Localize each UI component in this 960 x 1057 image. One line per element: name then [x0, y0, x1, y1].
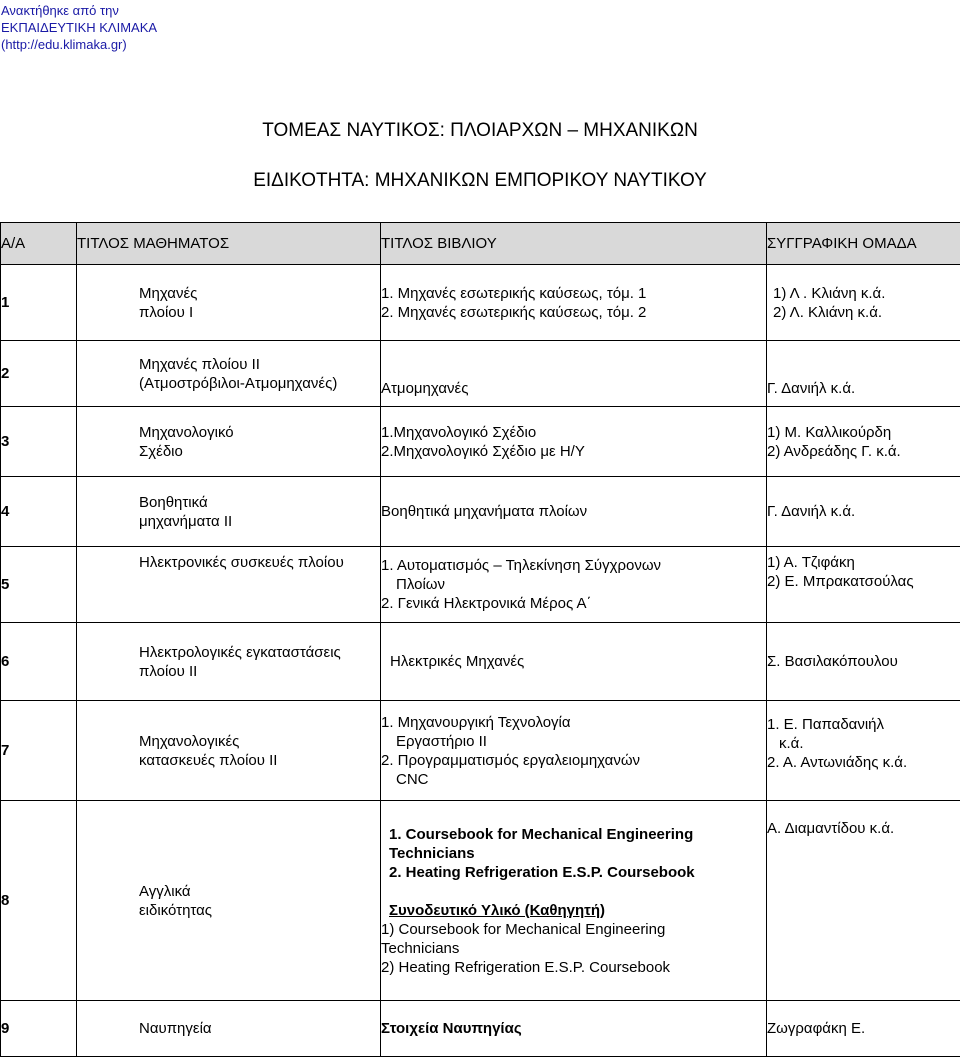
- book-title-line: Εργαστήριο ΙΙ: [381, 732, 766, 751]
- table-row: [1, 701, 960, 801]
- author-group: [767, 801, 960, 1001]
- course-title-line: Ναυπηγεία: [77, 1019, 380, 1038]
- course-title-line: Μηχανές: [77, 284, 380, 303]
- book-title-line: 1.Μηχανολογικό Σχέδιο: [381, 423, 766, 442]
- table-row: [1, 265, 960, 341]
- row-number: 1: [1, 265, 77, 341]
- course-title-line: ειδικότητας: [77, 901, 380, 920]
- course-title-line: Μηχανολογικό: [77, 423, 380, 442]
- course-title: [77, 801, 381, 1001]
- course-title-line: Σχέδιο: [77, 442, 380, 461]
- course-title: [77, 477, 381, 547]
- book-title-line: 2. Heating Refrigeration E.S.P. Coursebook: [381, 863, 766, 882]
- page-title: ΤΟΜΕΑΣ ΝΑΥΤΙΚΟΣ: ΠΛΟΙΑΡΧΩΝ – ΜΗΧΑΝΙΚΩΝ: [0, 120, 960, 142]
- book-title-line: 2. Προγραμματισμός εργαλειομηχανών: [381, 751, 766, 770]
- course-title-line: κατασκευές πλοίου ΙΙ: [77, 751, 380, 770]
- book-title-line: 2. Μηχανές εσωτερικής καύσεως, τόμ. 2: [381, 303, 766, 322]
- table-row: [1, 1001, 960, 1057]
- author-line: 1) Λ . Κλιάνη κ.ά.: [773, 284, 960, 303]
- table-row: [1, 547, 960, 623]
- table-header-row: [1, 223, 960, 265]
- author-line: 1) Α. Τζιφάκη: [767, 553, 960, 572]
- course-title-line: Ηλεκτρονικές συσκευές πλοίου: [77, 553, 380, 572]
- book-title-line: Technicians: [381, 844, 766, 863]
- course-title-line: μηχανήματα ΙΙ: [77, 512, 380, 531]
- book-title: [381, 623, 767, 701]
- book-title: [381, 265, 767, 341]
- course-title-line: πλοίου Ι: [77, 303, 380, 322]
- book-title-line: Πλοίων: [381, 575, 766, 594]
- table-row: [1, 407, 960, 477]
- course-title: [77, 1001, 381, 1057]
- author-line: Γ. Δανιήλ κ.ά.: [767, 379, 960, 398]
- author-line: 1) Μ. Καλλικούρδη: [767, 423, 960, 442]
- row-number: 5: [1, 547, 77, 623]
- course-title-line: πλοίου ΙΙ: [77, 662, 380, 681]
- course-title-line: Ηλεκτρολογικές εγκαταστάσεις: [77, 643, 380, 662]
- author-line: Σ. Βασιλακόπουλου: [767, 652, 960, 671]
- book-title: [381, 547, 767, 623]
- row-number: 8: [1, 801, 77, 1001]
- author-group: [767, 701, 960, 801]
- book-title-line: 1. Μηχανές εσωτερικής καύσεως, τόμ. 1: [381, 284, 766, 303]
- row-number: 7: [1, 701, 77, 801]
- course-title-line: Μηχανές πλοίου ΙΙ: [77, 355, 380, 374]
- author-line: 2) Ε. Μπρακατσούλας: [767, 572, 960, 591]
- table-row: [1, 801, 960, 1001]
- author-line: Γ. Δανιήλ κ.ά.: [767, 502, 960, 521]
- row-number: 4: [1, 477, 77, 547]
- course-title-line: Αγγλικά: [77, 882, 380, 901]
- row-number: 3: [1, 407, 77, 477]
- column-header: Α/Α: [1, 223, 77, 265]
- course-title-line: Βοηθητικά: [77, 493, 380, 512]
- book-title-line: Ατμομηχανές: [381, 379, 766, 398]
- column-header: ΤΙΤΛΟΣ ΒΙΒΛΙΟΥ: [381, 223, 767, 265]
- table-row: [1, 623, 960, 701]
- column-header: ΣΥΓΓΡΑΦΙΚΗ ΟΜΑΔΑ: [767, 223, 960, 265]
- supplementary-line: 2) Heating Refrigeration E.S.P. Coursebook: [381, 958, 766, 977]
- author-line: 2) Λ. Κλιάνη κ.ά.: [773, 303, 960, 322]
- course-title-line: Μηχανολογικές: [77, 732, 380, 751]
- source-line: ΕΚΠΑΙΔΕΥΤΙΚΗ ΚΛΙΜΑΚΑ: [1, 19, 157, 36]
- author-line: 2) Ανδρεάδης Γ. κ.ά.: [767, 442, 960, 461]
- column-header: ΤΙΤΛΟΣ ΜΑΘΗΜΑΤΟΣ: [77, 223, 381, 265]
- book-title: [381, 1001, 767, 1057]
- row-number: 9: [1, 1001, 77, 1057]
- author-line: 2. Α. Αντωνιάδης κ.ά.: [767, 753, 960, 772]
- course-title: [77, 623, 381, 701]
- course-title-line: (Ατμοστρόβιλοι-Ατμομηχανές): [77, 374, 380, 393]
- page-subtitle: ΕΙΔΙΚΟΤΗΤΑ: ΜΗΧΑΝΙΚΩΝ ΕΜΠΟΡΙΚΟΥ ΝΑΥΤΙΚΟΥ: [0, 170, 960, 192]
- book-title-line: 2. Γενικά Ηλεκτρονικά Μέρος Α΄: [381, 594, 766, 613]
- author-line: Ζωγραφάκη Ε.: [767, 1019, 960, 1038]
- source-attribution: [1, 2, 157, 53]
- author-line: 1. Ε. Παπαδανιήλ: [767, 715, 960, 734]
- spacer: [381, 882, 766, 901]
- author-line: κ.ά.: [767, 734, 960, 753]
- course-title: [77, 265, 381, 341]
- author-group: [767, 477, 960, 547]
- author-group: [767, 265, 960, 341]
- book-title-line: Στοιχεία Ναυπηγίας: [381, 1019, 766, 1038]
- source-line: Ανακτήθηκε από την: [1, 2, 157, 19]
- author-group: [767, 341, 960, 407]
- book-title: [381, 341, 767, 407]
- author-group: [767, 1001, 960, 1057]
- supplementary-line: Technicians: [381, 939, 766, 958]
- book-title-line: 2.Μηχανολογικό Σχέδιο με Η/Υ: [381, 442, 766, 461]
- course-title: [77, 341, 381, 407]
- course-title: [77, 547, 381, 623]
- author-group: [767, 623, 960, 701]
- author-group: [767, 407, 960, 477]
- book-title-line: Ηλεκτρικές Μηχανές: [381, 652, 766, 671]
- book-title: [381, 801, 767, 1001]
- book-title-line: Βοηθητικά μηχανήματα πλοίων: [381, 502, 766, 521]
- table-row: [1, 477, 960, 547]
- book-title: [381, 701, 767, 801]
- course-title: [77, 407, 381, 477]
- supplementary-line: 1) Coursebook for Mechanical Engineering: [381, 920, 766, 939]
- supplementary-title: Συνοδευτικό Υλικό (Καθηγητή): [381, 901, 766, 920]
- book-title: [381, 477, 767, 547]
- course-title: [77, 701, 381, 801]
- row-number: 2: [1, 341, 77, 407]
- author-line: Α. Διαμαντίδου κ.ά.: [767, 819, 960, 838]
- book-title-line: CNC: [381, 770, 766, 789]
- book-title-line: 1. Αυτοματισμός – Τηλεκίνηση Σύγχρονων: [381, 556, 766, 575]
- book-title: [381, 407, 767, 477]
- source-link[interactable]: (http://edu.klimaka.gr): [1, 36, 157, 53]
- book-title-line: 1. Coursebook for Mechanical Engineering: [381, 825, 766, 844]
- books-table: [0, 222, 960, 1057]
- author-group: [767, 547, 960, 623]
- row-number: 6: [1, 623, 77, 701]
- table-row: [1, 341, 960, 407]
- book-title-line: 1. Μηχανουργική Τεχνολογία: [381, 713, 766, 732]
